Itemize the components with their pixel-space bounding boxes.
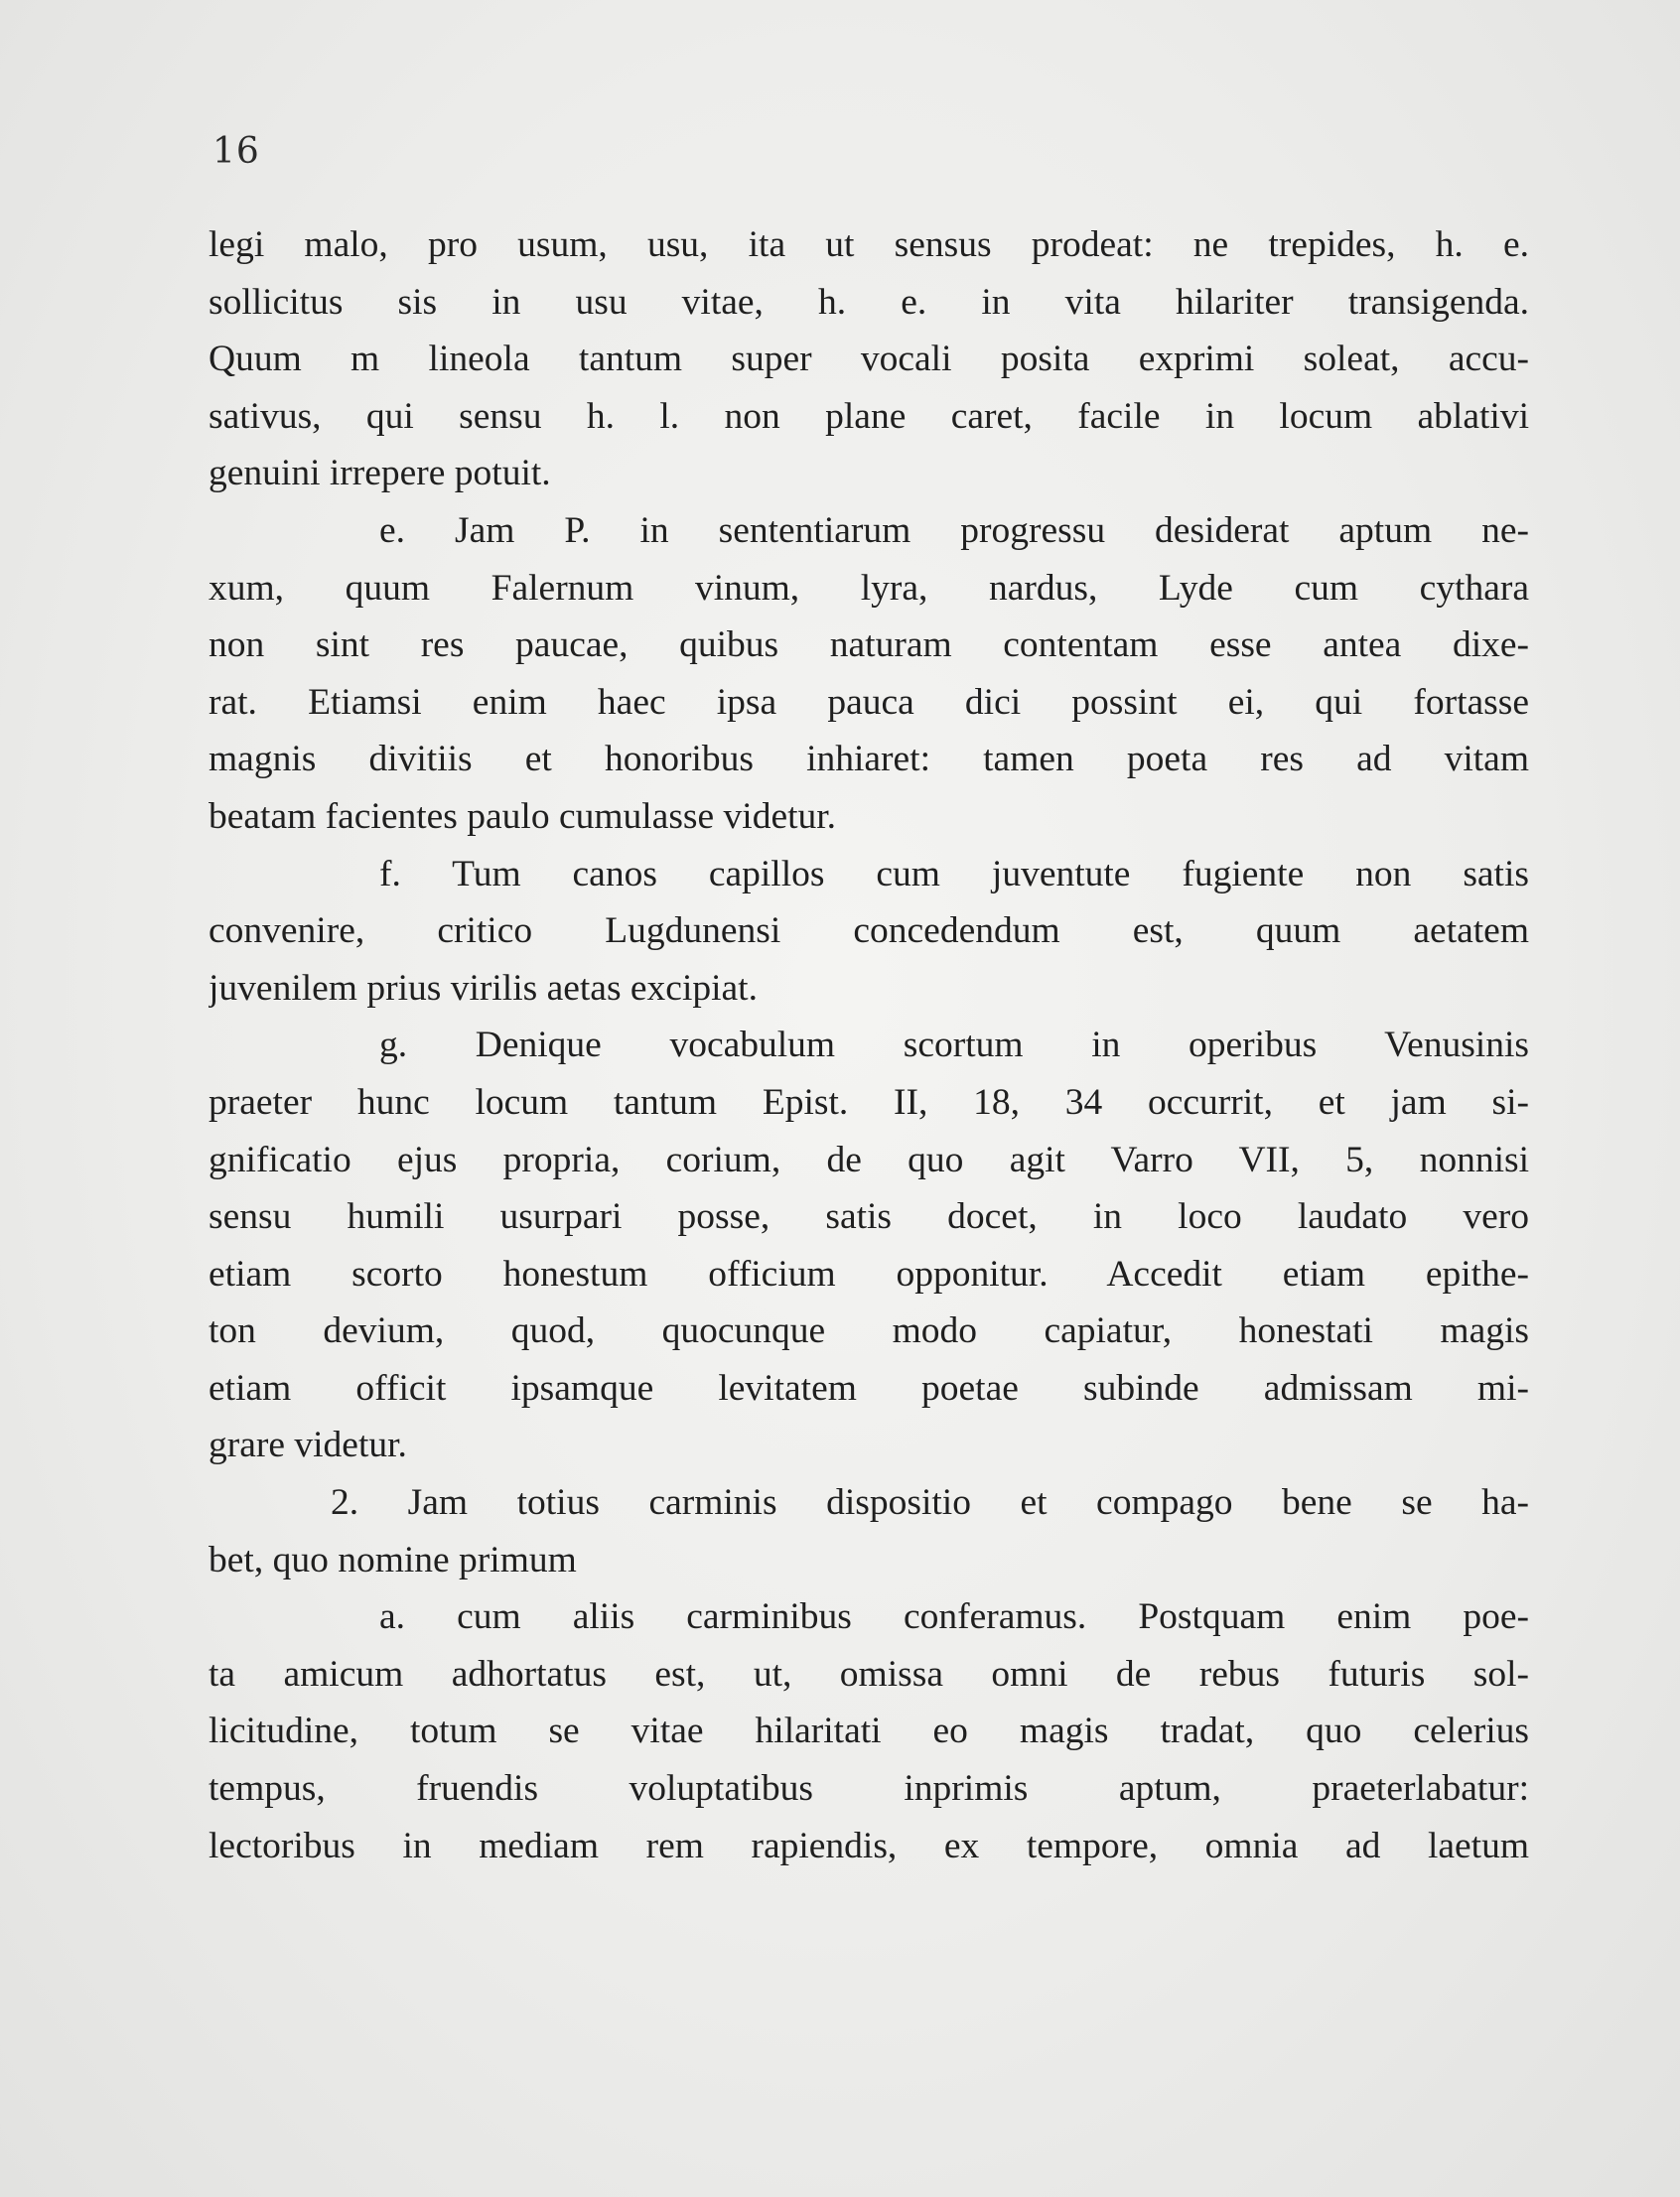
text-line: f. Tum canos capillos cum juventute fugiente non satis [379, 853, 1529, 894]
text-line: a. cum aliis carminibus conferamus. Postquam enim poe- [379, 1596, 1529, 1638]
text-line: praeter hunc locum tantum Epist. II, 18, 34 occurrit, et jam si- [209, 1081, 1529, 1123]
text-line: licitudine, totum se vitae hilaritati eo magis tradat, quo celerius [209, 1711, 1529, 1752]
text-line: legi malo, pro usum, usu, ita ut sensus prodeat: ne trepides, h. e. [209, 224, 1529, 265]
body-text [209, 216, 1529, 1874]
text-line: g. Denique vocabulum scortum in operibus Venusinis [379, 1025, 1529, 1066]
text-line: bet, quo nomine primum [209, 1539, 577, 1580]
text-line: lectoribus in mediam rem rapiendis, ex tempore, omnia ad laetum [209, 1825, 1529, 1866]
text-line: sollicitus sis in usu vitae, h. e. in vita hilariter transigenda. [209, 281, 1529, 323]
text-line: rat. Etiamsi enim haec ipsa pauca dici possint ei, qui fortasse [209, 681, 1529, 723]
text-line: etiam officit ipsamque levitatem poetae subinde admissam mi- [209, 1367, 1529, 1409]
text-line: beatam facientes paulo cumulasse videtur. [209, 795, 837, 837]
text-line: genuini irrepere potuit. [209, 453, 551, 494]
page-number: 16 [212, 131, 260, 172]
text-line: tempus, fruendis voluptatibus inprimis aptum, praeterlabatur: [209, 1768, 1529, 1810]
text-line: sativus, qui sensu h. l. non plane caret, facile in locum ablativi [209, 395, 1529, 437]
text-line: convenire, critico Lugdunensi concedendum est, quum aetatem [209, 910, 1529, 952]
text-line: Quum m lineola tantum super vocali posita exprimi soleat, accu- [209, 339, 1529, 380]
text-line: juvenilem prius virilis aetas excipiat. [209, 967, 758, 1009]
text-line: magnis divitiis et honoribus inhiaret: tamen poeta res ad vitam [209, 739, 1529, 780]
text-line: grare videtur. [209, 1425, 407, 1466]
text-line: e. Jam P. in sententiarum progressu desiderat aptum ne- [379, 509, 1529, 551]
text-line: non sint res paucae, quibus naturam contentam esse antea dixe- [209, 624, 1529, 666]
text-line: etiam scorto honestum officium opponitur. Accedit etiam epithe- [209, 1253, 1529, 1295]
text-line: gnificatio ejus propria, corium, de quo agit Varro VII, 5, nonnisi [209, 1139, 1529, 1180]
text-line: sensu humili usurpari posse, satis docet, in loco laudato vero [209, 1196, 1529, 1238]
text-line: ton devium, quod, quocunque modo capiatur, honestati magis [209, 1310, 1529, 1352]
text-line: xum, quum Falernum vinum, lyra, nardus, Lyde cum cythara [209, 567, 1529, 609]
text-line: ta amicum adhortatus est, ut, omissa omni de rebus futuris sol- [209, 1653, 1529, 1695]
text-line: 2. Jam totius carminis dispositio et compago bene se ha- [331, 1482, 1529, 1524]
